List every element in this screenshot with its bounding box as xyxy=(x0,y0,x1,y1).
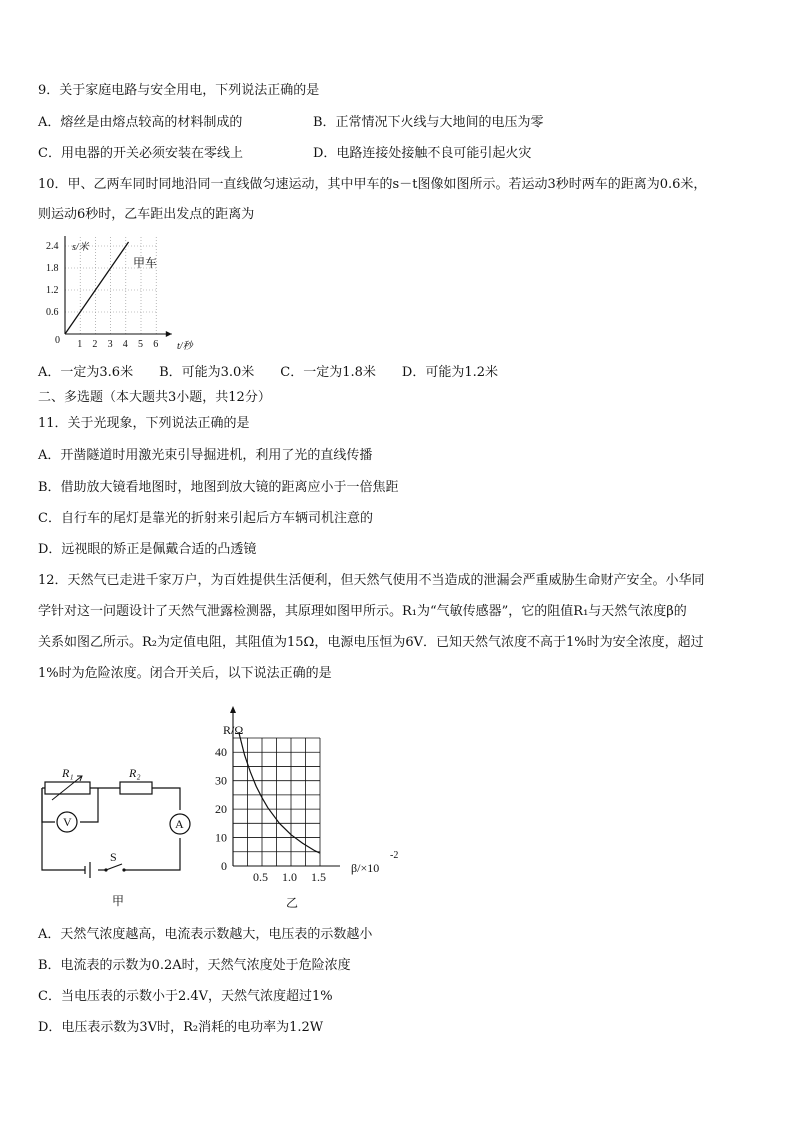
q12-stem-line3: 关系如图乙所示。R₂为定值电阻，其阻值为15Ω，电源电压恒为6V．已知天然气浓度不高于1%时为安全浓度，超过 xyxy=(38,635,704,650)
rb-y-tick-label: 40 xyxy=(215,745,227,760)
st-x-arrow xyxy=(166,331,172,337)
rb-y-tick-label: 10 xyxy=(215,830,227,845)
st-y-tick-label: 0.6 xyxy=(46,307,59,318)
rb-y-tick-label: 20 xyxy=(215,802,227,817)
rb-y-axis-label: R/Ω xyxy=(223,723,244,737)
q11-option-b: B．借助放大镜看地图时，地图到放大镜的距离应小于一倍焦距 xyxy=(38,480,399,495)
q11-option-a: A．开凿隧道时用激光束引导掘进机，利用了光的直线传播 xyxy=(38,448,373,463)
resistance-graph xyxy=(195,700,410,915)
r2-resistor xyxy=(120,782,152,794)
q12-option-d: D．电压表示数为3V时，R₂消耗的电功率为1.2W xyxy=(38,1020,324,1035)
rb-x-axis-exponent: -2 xyxy=(390,850,399,861)
switch-label: S xyxy=(110,850,117,864)
q12-stem-line4: 1%时为危险浓度。闭合开关后，以下说法正确的是 xyxy=(38,666,332,681)
rb-series-curve xyxy=(239,732,320,853)
q12-option-c: C．当电压表的示数小于2.4V，天然气浓度超过1% xyxy=(38,989,333,1004)
ammeter-label: A xyxy=(175,817,184,831)
st-x-tick-label: 4 xyxy=(122,339,128,350)
circuit-caption: 甲 xyxy=(112,894,125,908)
q11-stem: 11．关于光现象，下列说法正确的是 xyxy=(38,416,250,431)
switch xyxy=(106,864,122,870)
rb-y-tick-label: 30 xyxy=(215,773,227,788)
voltmeter-label: V xyxy=(63,815,72,829)
rb-x-tick-label: 0.5 xyxy=(253,870,268,884)
st-graph xyxy=(30,236,200,356)
q9-option-d: D．电路连接处接触不良可能引起火灾 xyxy=(313,146,532,161)
q9-stem: 9．关于家庭电路与安全用电，下列说法正确的是 xyxy=(38,83,320,98)
rb-x-tick-label: 1.0 xyxy=(282,870,297,884)
rb-x-axis-label: β/×10 xyxy=(351,861,380,875)
q10-stem-line1: 10．甲、乙两车同时同地沿同一直线做匀速运动，其中甲车的s－t图像如图所示。若运动3秒时两车的距离为0.6米， xyxy=(38,177,707,192)
st-x-axis-label: t/秒 xyxy=(177,341,193,352)
st-x-tick-label: 1 xyxy=(77,339,83,350)
q10-options: A．一定为3.6米 B．可能为3.0米 C．一定为1.8米 D．可能为1.2米 xyxy=(38,365,499,380)
section-heading: 二、多选题（本大题共3小题，共12分） xyxy=(38,390,271,405)
q12-stem-line2: 学针对这一问题设计了天然气泄露检测器，其原理如图甲所示。R₁为“气敏传感器”，它的阻值R₁与天然气浓度β的 xyxy=(38,604,687,619)
q9-option-a: A．熔丝是由熔点较高的材料制成的 xyxy=(38,115,243,130)
q12-option-a: A．天然气浓度越高，电流表示数越大，电压表的示数越小 xyxy=(38,927,373,942)
st-x-tick-label: 5 xyxy=(138,339,143,350)
st-y-axis-label: s/米 xyxy=(72,242,89,253)
st-y-tick-label: 1.2 xyxy=(46,285,59,296)
q12-stem-line1: 12．天然气已走进千家万户，为百姓提供生活便利，但天然气使用不当造成的泄漏会严重威胁生命财产安全。小华同 xyxy=(38,573,705,588)
q9-option-c: C．用电器的开关必须安装在零线上 xyxy=(38,146,243,161)
r2-label: R₂ xyxy=(129,766,141,780)
rb-y-arrow xyxy=(230,706,236,713)
st-y-tick-label: 1.8 xyxy=(46,263,59,274)
st-y-tick-label: 2.4 xyxy=(46,241,59,252)
st-origin-label: 0 xyxy=(55,335,60,346)
st-x-tick-label: 3 xyxy=(107,339,113,350)
rb-x-tick-label: 1.5 xyxy=(311,870,326,884)
st-x-tick-label: 6 xyxy=(153,339,159,350)
rb-y-tick-label: 0 xyxy=(221,859,227,873)
st-graph-series-label: 甲车 xyxy=(133,256,158,270)
circuit-diagram xyxy=(30,760,200,910)
q9-option-b: B．正常情况下火线与大地间的电压为零 xyxy=(313,115,544,130)
q12-option-b: B．电流表的示数为0.2A时，天然气浓度处于危险浓度 xyxy=(38,958,351,973)
r1-label: R₁ xyxy=(62,766,74,780)
st-series-line xyxy=(65,242,129,334)
q11-option-d: D．远视眼的矫正是佩戴合适的凸透镜 xyxy=(38,542,257,557)
st-x-tick-label: 2 xyxy=(92,339,98,350)
graph-caption: 乙 xyxy=(286,896,299,910)
q11-option-c: C．自行车的尾灯是靠光的折射来引起后方车辆司机注意的 xyxy=(38,511,373,526)
q10-stem-line2: 则运动6秒时，乙车距出发点的距离为 xyxy=(38,207,255,222)
